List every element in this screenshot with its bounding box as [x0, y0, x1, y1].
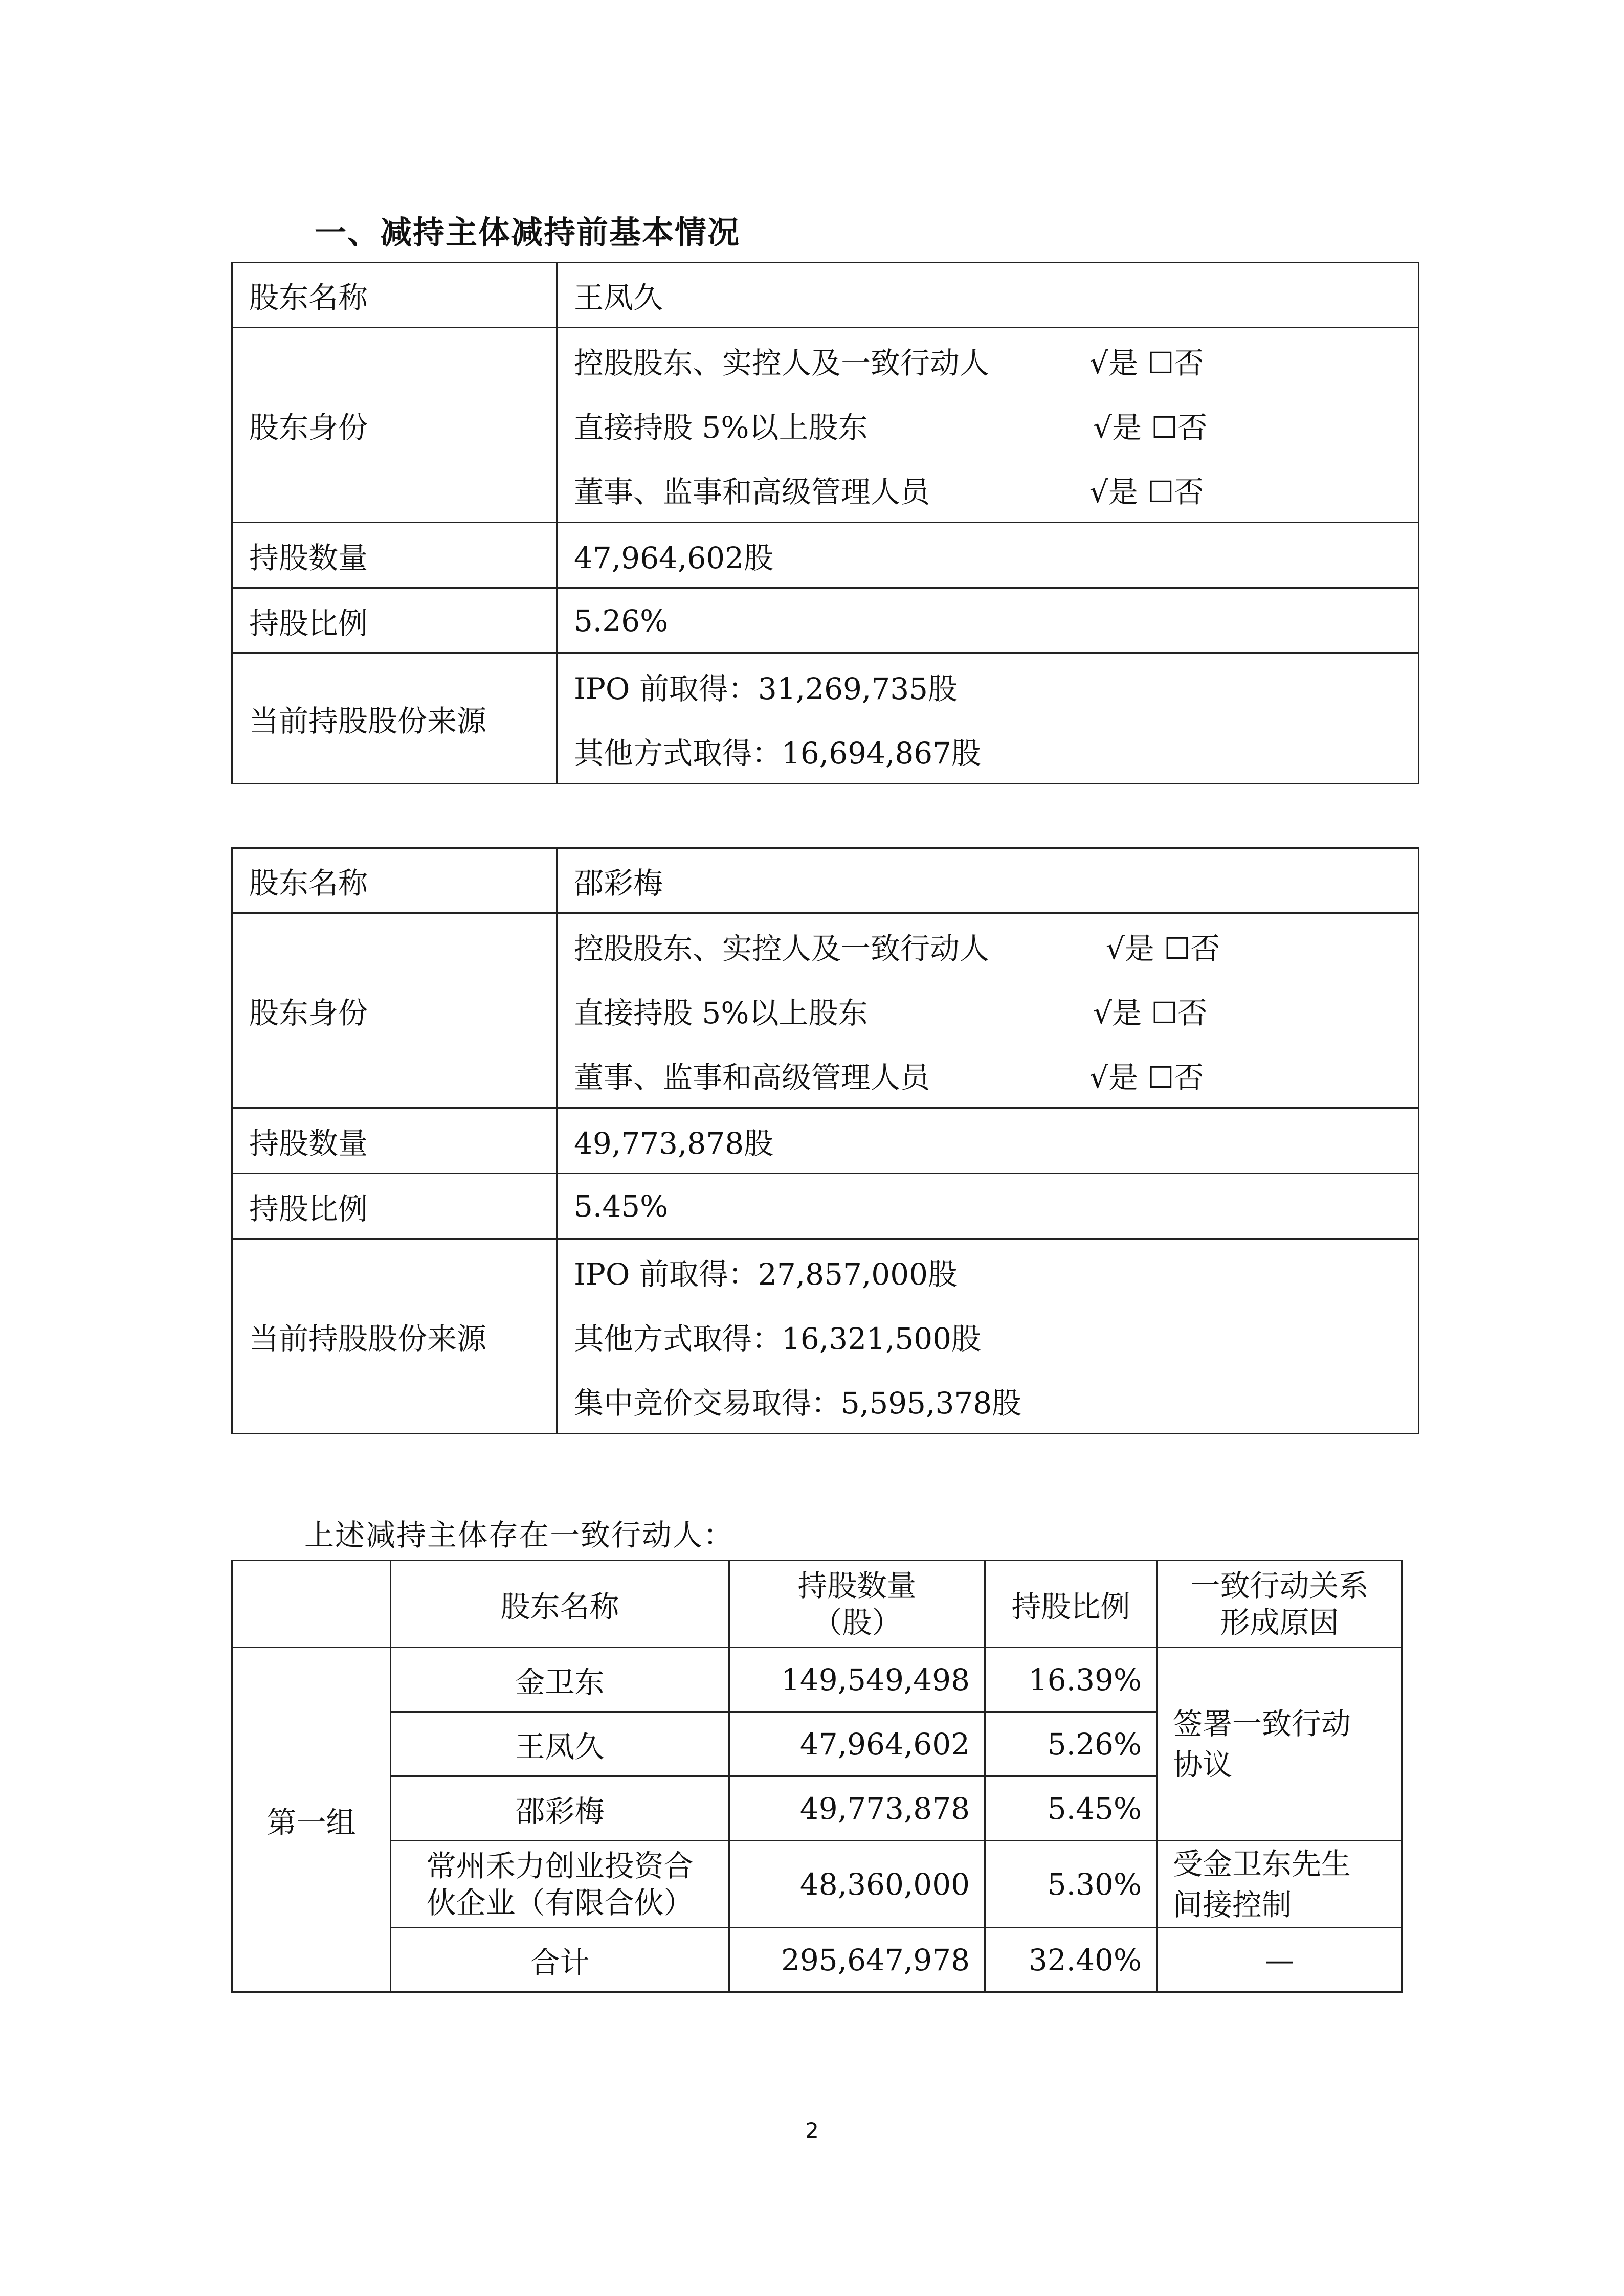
source-cell: [557, 1239, 1419, 1434]
header-name: 股东名称: [391, 1561, 729, 1648]
identity-line: 控股股东、实控人及一致行动人 √是 ☐否: [574, 914, 1418, 978]
shareholder-table-1: [231, 262, 1419, 784]
concert-intro: 上述减持主体存在一致行动人：: [304, 1518, 735, 1552]
qty-value: 49,773,878股: [557, 1108, 1419, 1174]
source-label: 当前持股股份来源: [232, 1239, 557, 1434]
header-ratio: 持股比例: [985, 1561, 1157, 1648]
row-qty: 49,773,878: [729, 1776, 985, 1841]
concert-party-table: [231, 1560, 1403, 1993]
identity-cell: [557, 913, 1419, 1108]
source-cell: [557, 654, 1419, 784]
name-label: 股东名称: [232, 263, 557, 328]
checkbox-group[interactable]: √是 ☐否: [1089, 1060, 1204, 1095]
source-line: 其他方式取得：16,321,500股: [574, 1321, 982, 1356]
header-reason: 一致行动关系 形成原因: [1157, 1561, 1403, 1648]
total-reason: —: [1157, 1928, 1403, 1992]
row-ratio: 5.26%: [985, 1712, 1157, 1776]
row-qty: 48,360,000: [729, 1841, 985, 1928]
identity-line: 董事、监事和高级管理人员 √是 ☐否: [574, 457, 1418, 522]
qty-label: 持股数量: [232, 1108, 557, 1174]
qty-value: 47,964,602股: [557, 523, 1419, 588]
row-name: 邵彩梅: [391, 1776, 729, 1841]
checkbox-group[interactable]: √是 ☐否: [1106, 931, 1220, 966]
header-qty: 持股数量 （股）: [729, 1561, 985, 1648]
row-qty: 47,964,602: [729, 1712, 985, 1776]
name-value: 王凤久: [557, 263, 1419, 328]
checkbox-group[interactable]: √是 ☐否: [1089, 475, 1204, 509]
identity-line: 董事、监事和高级管理人员 √是 ☐否: [574, 1043, 1418, 1107]
source-line: 其他方式取得：16,694,867股: [574, 736, 982, 771]
row-name: 金卫东: [391, 1648, 729, 1712]
checkbox-group[interactable]: √是 ☐否: [1089, 346, 1204, 380]
group-label: 第一组: [232, 1648, 391, 1992]
row-ratio: 5.45%: [985, 1776, 1157, 1841]
source-line: 集中竞价交易取得：5,595,378股: [574, 1386, 1022, 1421]
ratio-label: 持股比例: [232, 588, 557, 654]
section-heading: 一、减持主体减持前基本情况: [315, 214, 741, 251]
source-line: IPO 前取得：31,269,735股: [574, 671, 958, 706]
page-number: 2: [805, 2118, 819, 2143]
identity-label: 股东身份: [232, 913, 557, 1108]
identity-label: 股东身份: [232, 328, 557, 523]
total-ratio: 32.40%: [985, 1928, 1157, 1992]
checkbox-group[interactable]: √是 ☐否: [1093, 996, 1208, 1030]
total-qty: 295,647,978: [729, 1928, 985, 1992]
total-label: 合计: [391, 1928, 729, 1992]
row-reason: 签署一致行动 协议: [1157, 1648, 1403, 1841]
header-empty: [232, 1561, 391, 1648]
row-name: 常州禾力创业投资合 伙企业（有限合伙）: [391, 1841, 729, 1928]
shareholder-table-2: [231, 847, 1419, 1434]
row-ratio: 5.30%: [985, 1841, 1157, 1928]
source-label: 当前持股股份来源: [232, 654, 557, 784]
ratio-value: 5.45%: [557, 1174, 1419, 1239]
row-name: 王凤久: [391, 1712, 729, 1776]
name-value: 邵彩梅: [557, 848, 1419, 913]
row-ratio: 16.39%: [985, 1648, 1157, 1712]
row-reason: 受金卫东先生 间接控制: [1157, 1841, 1403, 1928]
checkbox-group[interactable]: √是 ☐否: [1093, 410, 1208, 445]
source-line: IPO 前取得：27,857,000股: [574, 1257, 958, 1292]
row-qty: 149,549,498: [729, 1648, 985, 1712]
identity-cell: [557, 328, 1419, 523]
identity-line: 直接持股 5%以上股东 √是 ☐否: [574, 978, 1418, 1043]
identity-line: 直接持股 5%以上股东 √是 ☐否: [574, 393, 1418, 457]
identity-line: 控股股东、实控人及一致行动人 √是 ☐否: [574, 328, 1418, 393]
qty-label: 持股数量: [232, 523, 557, 588]
ratio-value: 5.26%: [557, 588, 1419, 654]
ratio-label: 持股比例: [232, 1174, 557, 1239]
name-label: 股东名称: [232, 848, 557, 913]
